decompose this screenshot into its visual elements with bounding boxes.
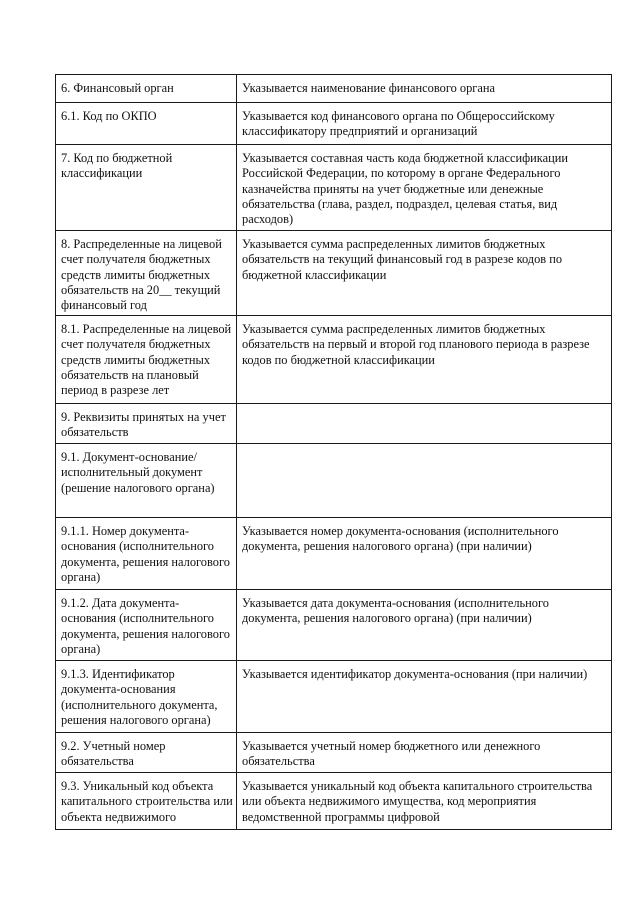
field-description-cell: Указывается сумма распределенных лимитов бюджетных обязательств на текущий финансовый год в разрезе кодов по бюджетной классификации (237, 231, 612, 316)
field-description-cell: Указывается сумма распределенных лимитов бюджетных обязательств на первый и второй год планового периода в разрезе кодов по бюджетной классификации (237, 316, 612, 404)
table-row (56, 444, 612, 518)
table-row (56, 733, 612, 773)
field-description-cell: Указывается дата документа-основания (исполнительного документа, решения налогового органа) (при наличии) (237, 590, 612, 661)
field-name-cell: 9.1.1. Номер документа-основания (исполнительного документа, решения налогового органа) (56, 518, 237, 590)
field-name-cell: 8.1. Распределенные на лицевой счет получателя бюджетных средств лимиты бюджетных обязательств на плановый период в разрезе лет (56, 316, 237, 404)
field-description-cell (237, 444, 612, 518)
table-row (56, 661, 612, 733)
field-name-cell: 9. Реквизиты принятых на учет обязательств (56, 404, 237, 444)
table-row (56, 231, 612, 316)
field-name-cell: 9.2. Учетный номер обязательства (56, 733, 237, 773)
requisites-table (55, 74, 612, 830)
field-name-cell: 7. Код по бюджетной классификации (56, 145, 237, 231)
field-name-cell: 6.1. Код по ОКПО (56, 103, 237, 145)
field-description-cell (237, 404, 612, 444)
field-name-cell: 9.1.3. Идентификатор документа-основания (исполнительного документа, решения налогового органа) (56, 661, 237, 733)
field-name-cell: 9.1.2. Дата документа-основания (исполнительного документа, решения налогового органа) (56, 590, 237, 661)
table-row (56, 404, 612, 444)
field-description-cell: Указывается учетный номер бюджетного или денежного обязательства (237, 733, 612, 773)
table-row (56, 773, 612, 830)
field-name-cell: 9.3. Уникальный код объекта капитального строительства или объекта недвижимого (56, 773, 237, 830)
table-row (56, 518, 612, 590)
table-row (56, 145, 612, 231)
table-row (56, 75, 612, 103)
field-description-cell: Указывается наименование финансового органа (237, 75, 612, 103)
field-name-cell: 8. Распределенные на лицевой счет получателя бюджетных средств лимиты бюджетных обязательств на 20__ текущий финансовый год (56, 231, 237, 316)
table-row (56, 590, 612, 661)
field-description-cell: Указывается составная часть кода бюджетной классификации Российской Федерации, по которому в органе Федерального казначейства приняты на учет бюджетные или денежные обязательства (глава, раздел, подраздел, целевая статья, вид расходов) (237, 145, 612, 231)
field-description-cell: Указывается номер документа-основания (исполнительного документа, решения налогового органа) (при наличии) (237, 518, 612, 590)
table-row (56, 103, 612, 145)
field-description-cell: Указывается уникальный код объекта капитального строительства или объекта недвижимого имущества, код мероприятия ведомственной программы цифровой (237, 773, 612, 830)
field-name-cell: 6. Финансовый орган (56, 75, 237, 103)
field-description-cell: Указывается идентификатор документа-основания (при наличии) (237, 661, 612, 733)
field-description-cell: Указывается код финансового органа по Общероссийскому классификатору предприятий и организаций (237, 103, 612, 145)
table-row (56, 316, 612, 404)
field-name-cell: 9.1. Документ-основание/исполнительный документ (решение налогового органа) (56, 444, 237, 518)
